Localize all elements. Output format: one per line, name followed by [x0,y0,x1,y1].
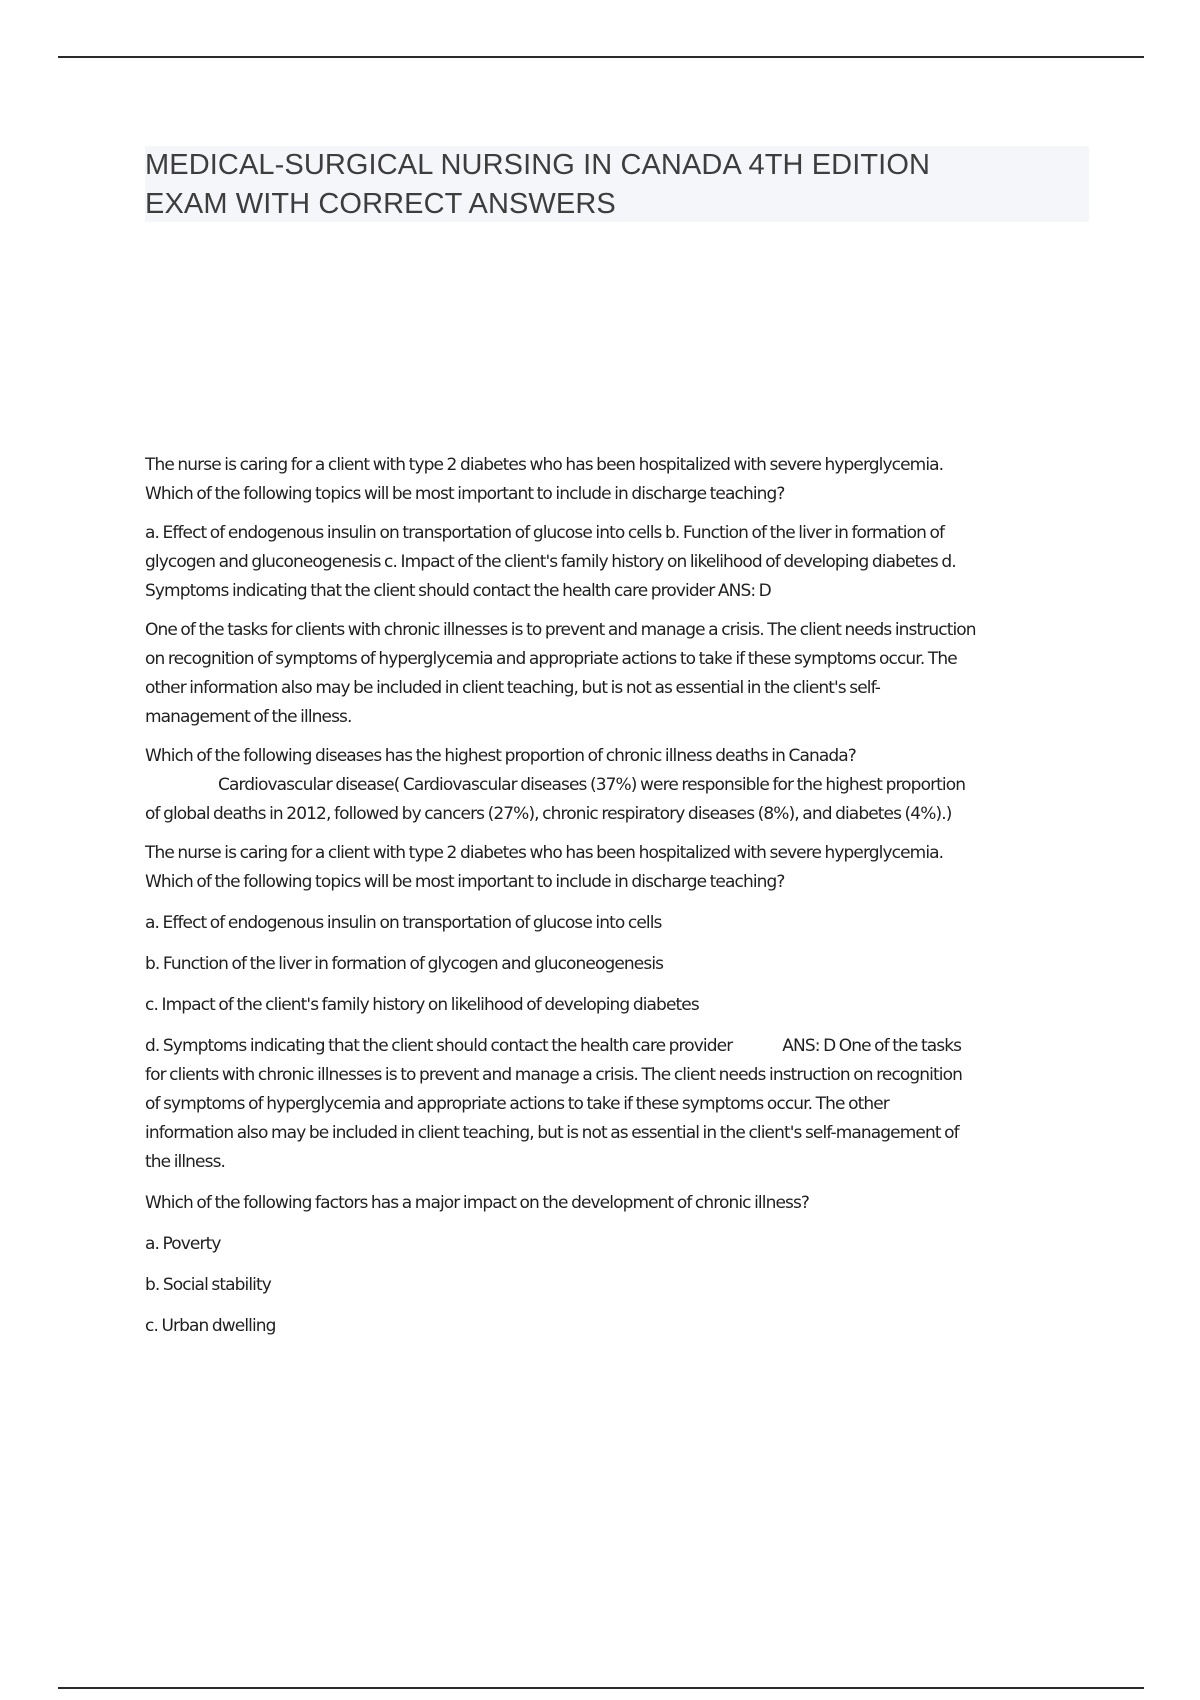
title-line-2: EXAM WITH CORRECT ANSWERS [145,188,616,220]
question-2-answer-line: Cardiovascular disease( Cardiovascular diseases (37%) were responsible for the highest proportion [218,775,966,795]
rationale-line: other information also may be included in client teaching, but is not as essential in the client's self- [145,678,880,698]
top-rule [58,56,1144,58]
question-3-line: The nurse is caring for a client with type 2 diabetes who has been hospitalized with severe hyperglycemia. [145,843,944,863]
bottom-rule [58,1687,1144,1689]
question-4-option-b: b. Social stability [145,1275,271,1295]
rationale-line: on recognition of symptoms of hyperglycemia and appropriate actions to take if these symptoms occur. The [145,649,957,669]
question-1-line: Which of the following topics will be most important to include in discharge teaching? [145,484,785,504]
title-line-1: MEDICAL-SURGICAL NURSING IN CANADA 4TH EDITION [145,149,931,181]
rationale-line: for clients with chronic illnesses is to prevent and manage a crisis. The client needs instruction on recognition [145,1065,962,1085]
question-4-option-c: c. Urban dwelling [145,1316,276,1336]
rationale-1 [145,616,1095,732]
options-line: a. Effect of endogenous insulin on transportation of glucose into cells b. Function of the liver in formation of [145,523,945,543]
document-title [145,146,1089,224]
question-1 [145,451,1095,509]
question-3-option-c: c. Impact of the client's family history on likelihood of developing diabetes [145,995,699,1015]
question-1-options [145,519,1095,606]
question-3-option-a: a. Effect of endogenous insulin on transportation of glucose into cells [145,913,662,933]
rationale-line: management of the illness. [145,707,352,727]
document-body [145,451,1095,1353]
question-3-line: Which of the following topics will be most important to include in discharge teaching? [145,872,785,892]
question-2 [145,742,1095,829]
question-3-option-b: b. Function of the liver in formation of glycogen and gluconeogenesis [145,954,664,974]
question-4: Which of the following factors has a major impact on the development of chronic illness? [145,1193,810,1213]
rationale-line: the illness. [145,1152,226,1172]
options-line: glycogen and gluconeogenesis c. Impact of the client's family history on likelihood of developing diabetes d. [145,552,956,572]
title-banner [145,146,1089,222]
question-2-line: Which of the following diseases has the highest proportion of chronic illness deaths in Canada? [145,746,856,766]
question-3-option-d-rationale [145,1032,1095,1177]
options-line: Symptoms indicating that the client should contact the health care provider ANS: D [145,581,771,601]
rationale-line: One of the tasks for clients with chronic illnesses is to prevent and manage a crisis. The client needs instruction [145,620,976,640]
option-d-text: d. Symptoms indicating that the client should contact the health care provider [145,1036,733,1056]
rationale-line: of symptoms of hyperglycemia and appropriate actions to take if these symptoms occur. The other [145,1094,889,1114]
question-2-answer-line: of global deaths in 2012, followed by cancers (27%), chronic respiratory diseases (8%), and diabetes (4%).) [145,804,952,824]
option-d-line [145,1032,1095,1061]
question-3 [145,839,1095,897]
question-1-line: The nurse is caring for a client with type 2 diabetes who has been hospitalized with severe hyperglycemia. [145,455,944,475]
question-4-option-a: a. Poverty [145,1234,221,1254]
answer-key: ANS: D One of the tasks [782,1036,962,1056]
rationale-line: information also may be included in client teaching, but is not as essential in the client's self-management of [145,1123,959,1143]
